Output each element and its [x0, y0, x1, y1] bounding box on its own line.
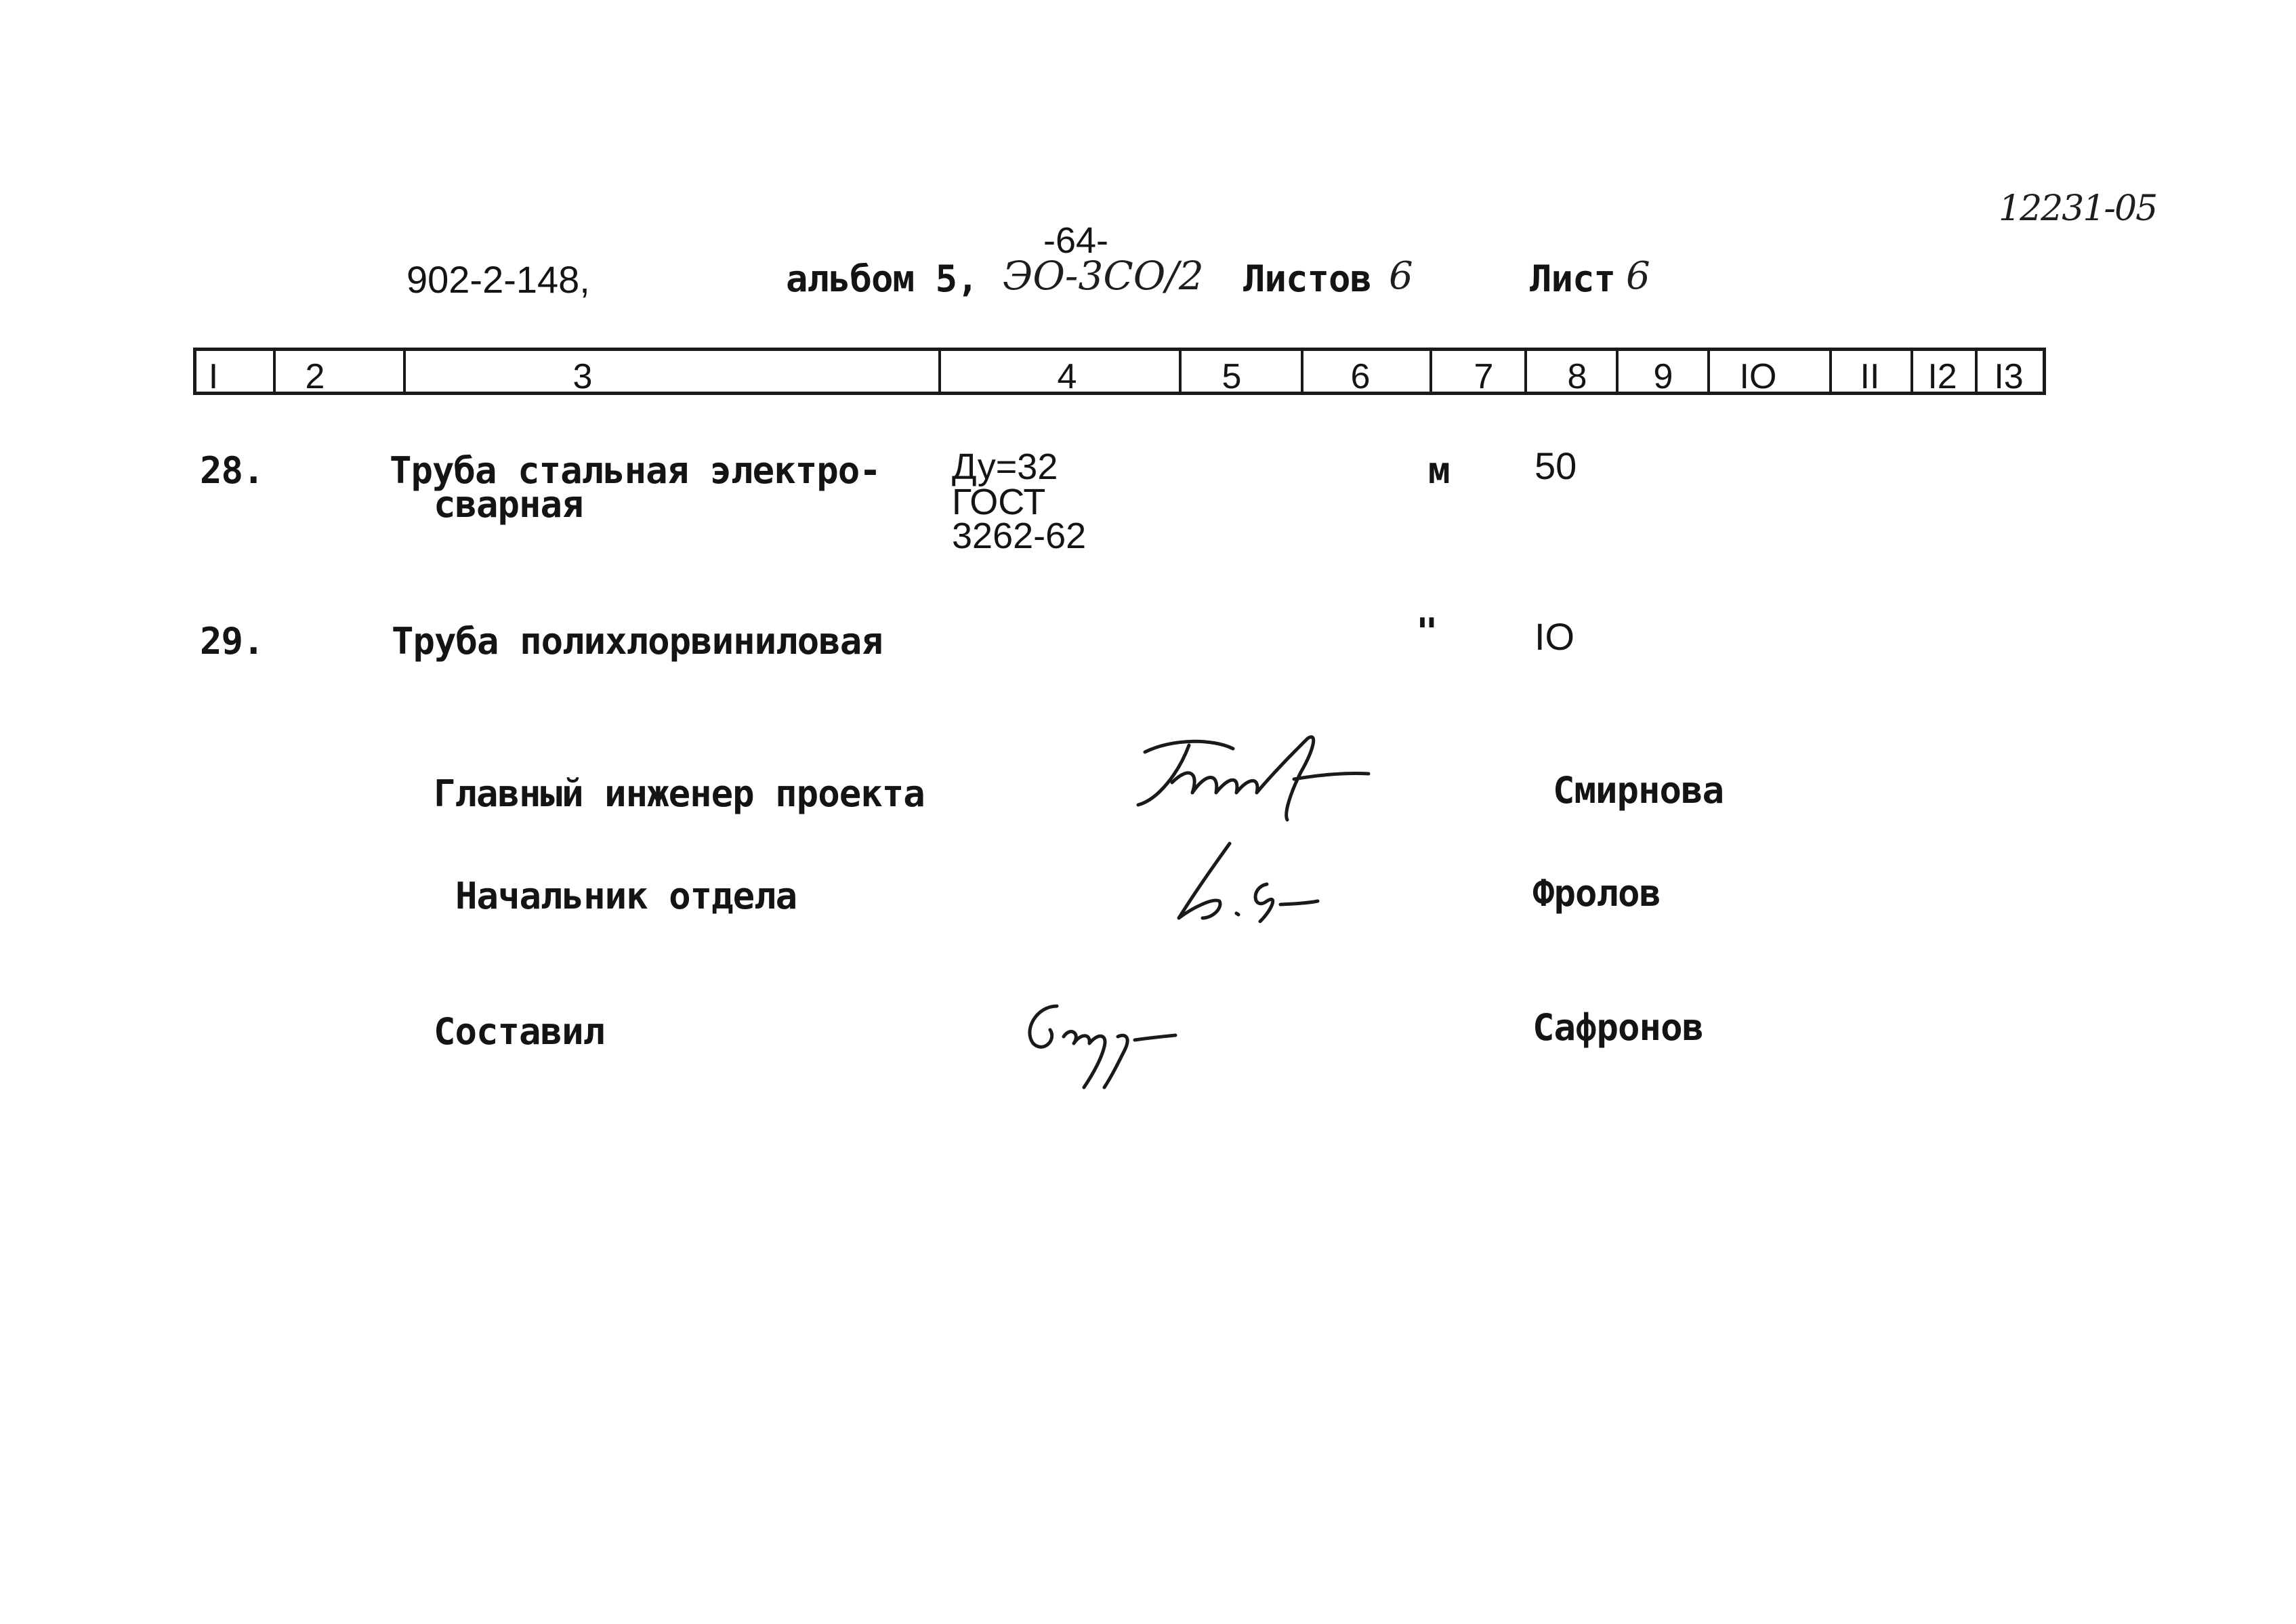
column-separator — [403, 351, 406, 392]
album-label: альбом 5, — [786, 257, 978, 300]
handwritten-signature — [1016, 996, 1179, 1091]
signature-name: Фролов — [1532, 872, 1661, 915]
sheet-code: ЭО-3СО/2 — [1003, 253, 1204, 299]
project-code: 902-2-148, — [406, 258, 590, 301]
handwritten-signature — [1165, 833, 1321, 928]
item-name-line1: Труба полихлорвиниловая — [392, 620, 883, 663]
column-number: 6 — [1350, 357, 1371, 396]
column-separator — [273, 351, 276, 392]
handwritten-signature — [1125, 725, 1382, 827]
item-spec-line3: 3262-62 — [952, 516, 1087, 556]
item-spec-line2: ГОСТ — [952, 482, 1046, 522]
column-separator — [1179, 351, 1182, 392]
sheet-value: 6 — [1626, 254, 1650, 298]
page-number: -64- — [1043, 220, 1109, 261]
column-separator — [1911, 351, 1913, 392]
column-number: 5 — [1222, 357, 1242, 396]
ruler-left-edge — [193, 351, 196, 392]
signature-role: Начальник отдела — [455, 875, 797, 917]
column-separator — [1707, 351, 1710, 392]
corner-code: 12231-05 — [1999, 188, 2157, 229]
column-number: I3 — [1994, 357, 2024, 396]
column-separator — [1829, 351, 1832, 392]
item-name-line2: сварная — [434, 483, 583, 526]
column-separator — [1429, 351, 1432, 392]
sheets-total-label: Листов — [1243, 257, 1372, 300]
column-number: 4 — [1057, 357, 1077, 396]
column-separator — [1975, 351, 1978, 392]
column-number: II — [1860, 357, 1880, 396]
column-number: 2 — [305, 357, 325, 396]
column-separator — [1524, 351, 1527, 392]
item-name-line1: Труба стальная электро- — [390, 449, 881, 492]
item-quantity: 50 — [1535, 444, 1577, 487]
column-number: I2 — [1927, 357, 1957, 396]
ruler-right-edge — [2043, 351, 2046, 392]
signature-name: Сафронов — [1532, 1006, 1704, 1049]
column-separator — [1301, 351, 1303, 392]
signature-role: Составил — [434, 1010, 605, 1053]
column-header-ruler — [193, 348, 2046, 395]
item-quantity: IO — [1535, 615, 1575, 658]
sheets-total-value: 6 — [1389, 254, 1413, 298]
column-number: I — [208, 357, 219, 396]
column-number: 8 — [1567, 357, 1587, 396]
column-number: 9 — [1653, 357, 1673, 396]
column-number: 7 — [1474, 357, 1494, 396]
column-separator — [938, 351, 941, 392]
signature-name: Смирнова — [1553, 769, 1724, 812]
column-separator — [1616, 351, 1619, 392]
column-number: IO — [1739, 357, 1777, 396]
item-unit: " — [1416, 610, 1438, 653]
row-number: 28. — [200, 449, 264, 492]
item-spec-line1: Ду=32 — [952, 446, 1058, 487]
signature-role: Главный инженер проекта — [434, 772, 925, 815]
row-number: 29. — [200, 620, 264, 663]
column-number: 3 — [572, 357, 593, 396]
item-unit: м — [1428, 449, 1450, 492]
sheet-label: Лист — [1530, 257, 1616, 300]
